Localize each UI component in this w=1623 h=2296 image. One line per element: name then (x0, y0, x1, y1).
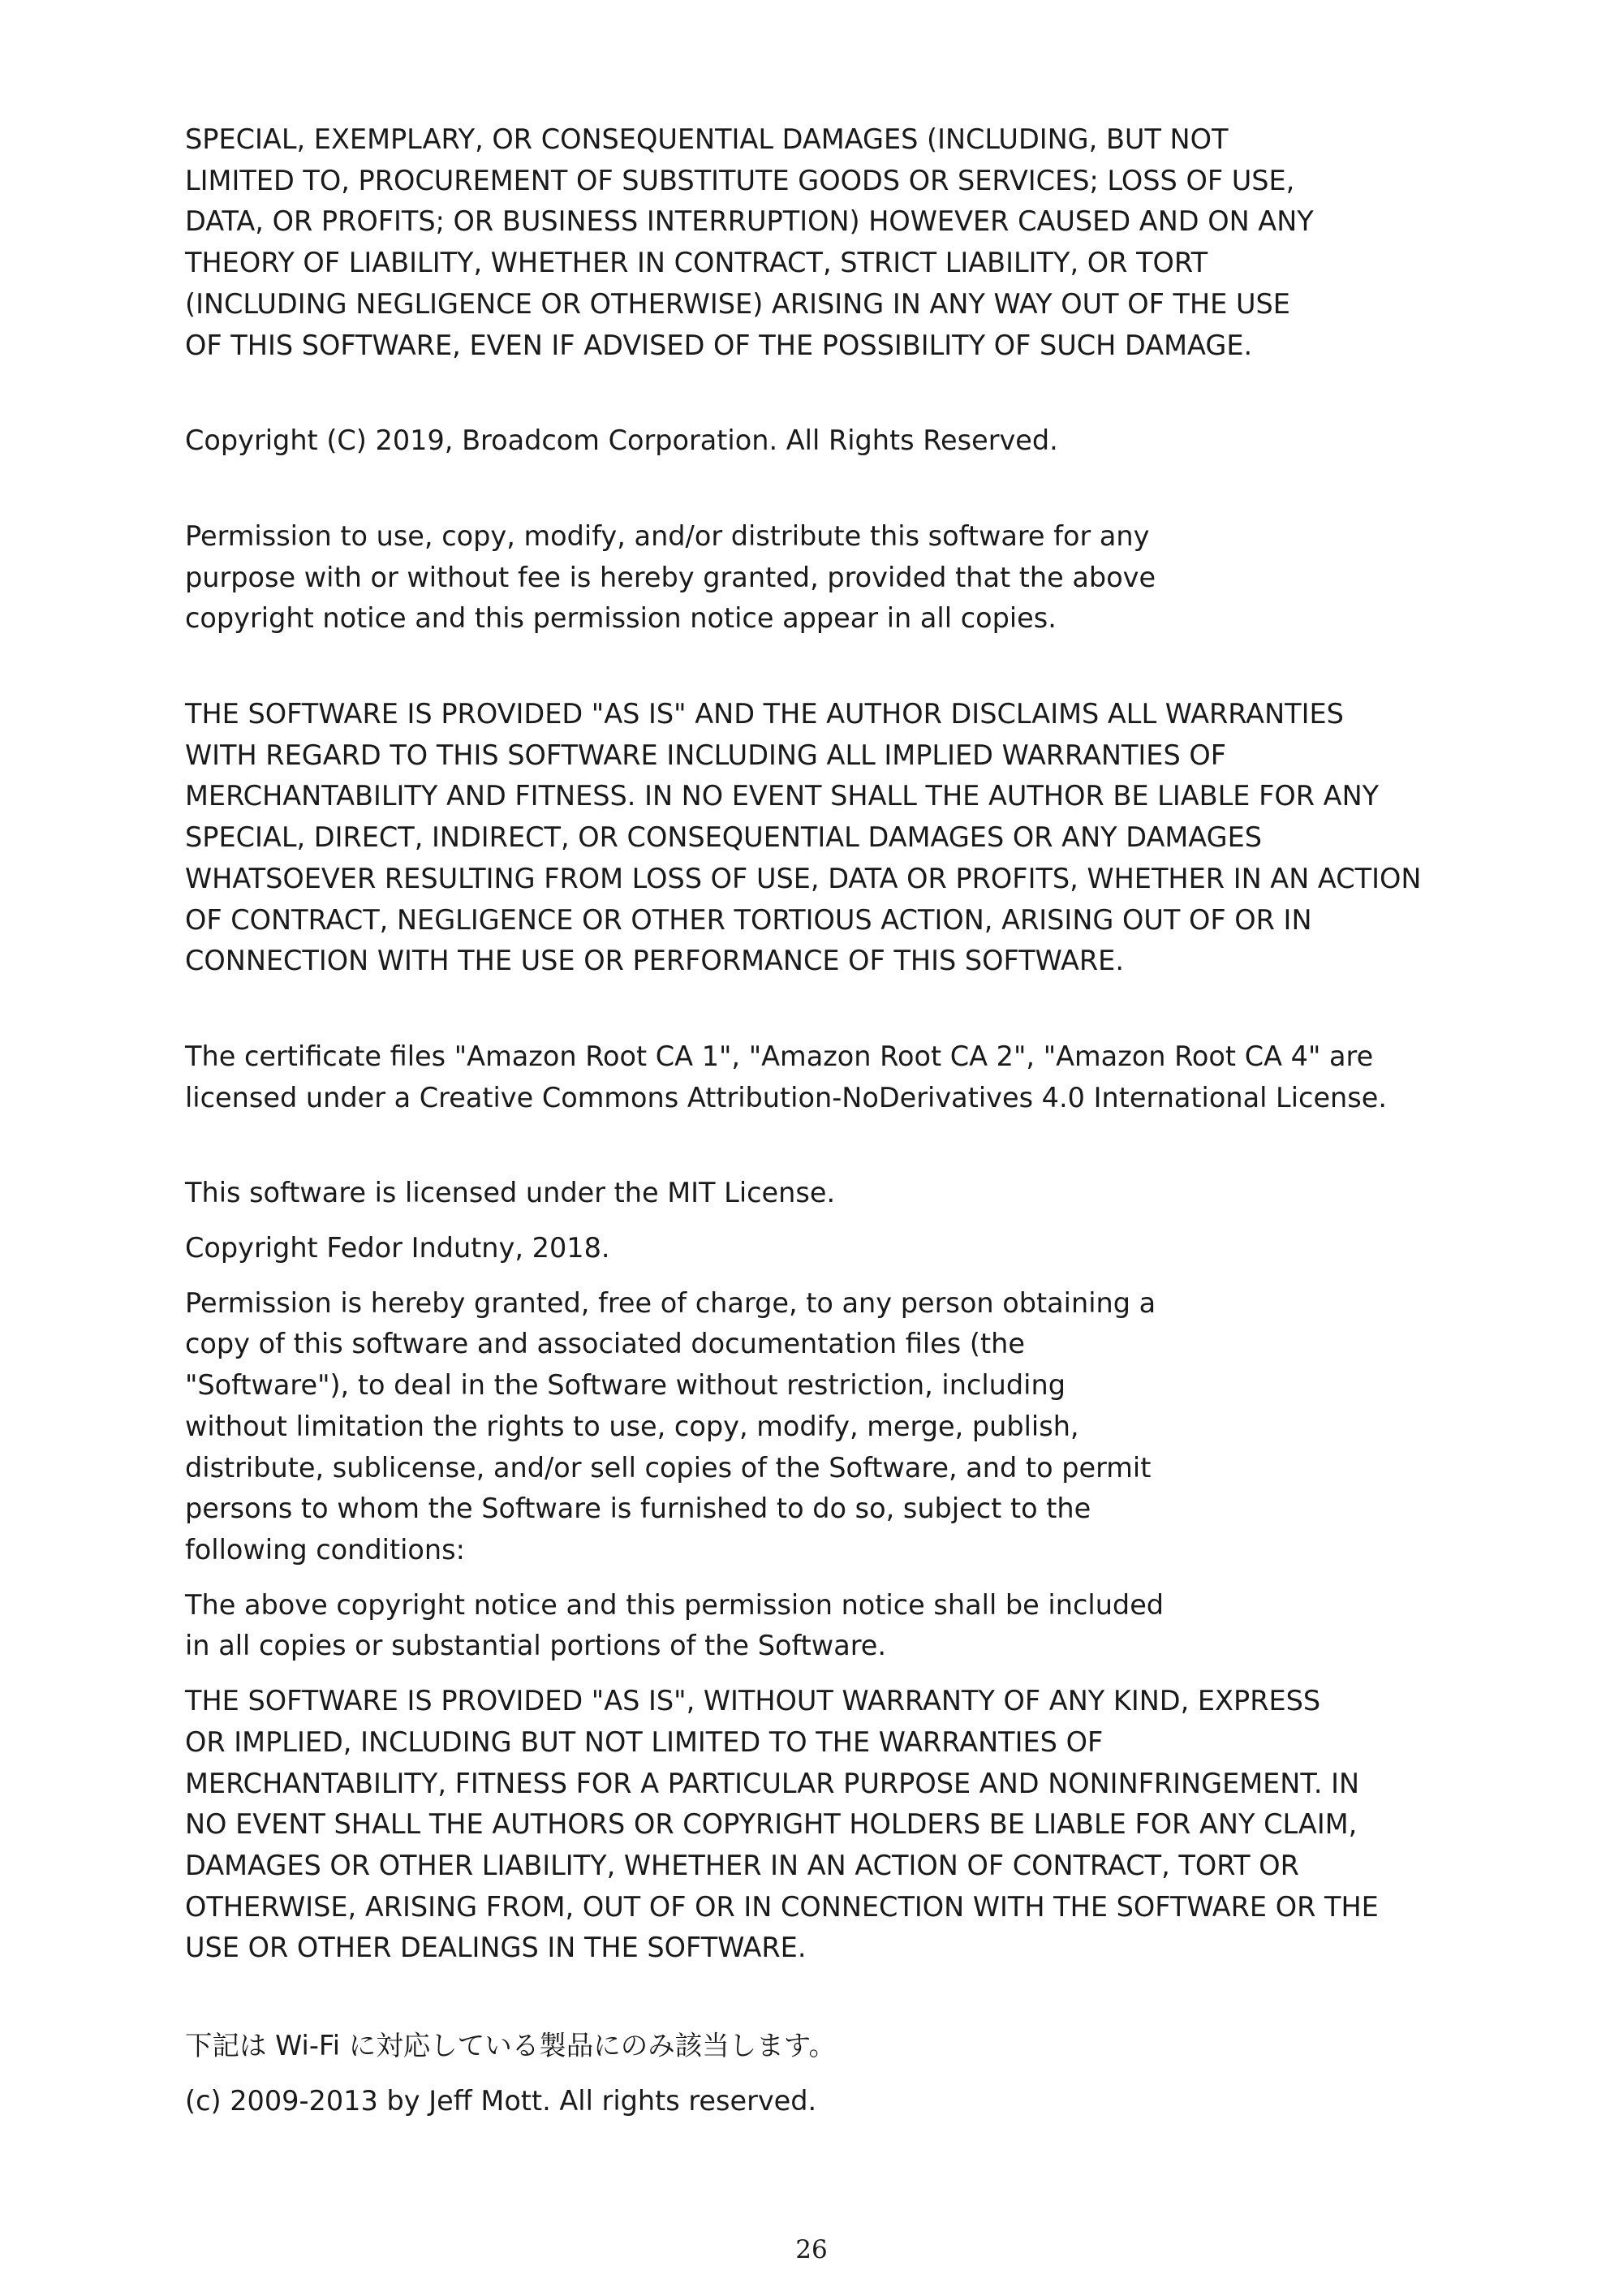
text-line: MERCHANTABILITY AND FITNESS. IN NO EVENT SHALL THE AUTHOR BE LIABLE FOR ANY (185, 780, 1380, 812)
spacer (185, 982, 1565, 1036)
paragraph-amazon-certificates (185, 1036, 1565, 1118)
paragraph-disclaimer-continued (185, 119, 1565, 366)
text-line: Copyright Fedor Indutny, 2018. (185, 1232, 610, 1264)
text-line: CONNECTION WITH THE USE OR PERFORMANCE OF THIS SOFTWARE. (185, 945, 1124, 977)
text-line: THEORY OF LIABILITY, WHETHER IN CONTRACT, STRICT LIABILITY, OR TORT (185, 247, 1208, 279)
paragraph-indutny-copyright (185, 1228, 1565, 1269)
text-line: WITH REGARD TO THIS SOFTWARE INCLUDING ALL IMPLIED WARRANTIES OF (185, 739, 1227, 771)
paragraph-mit-license (185, 1173, 1565, 1214)
text-line: USE OR OTHER DEALINGS IN THE SOFTWARE. (185, 1932, 807, 1964)
text-line: Copyright (C) 2019, Broadcom Corporation. All Rights Reserved. (185, 424, 1058, 457)
text-line: persons to whom the Software is furnished to do so, subject to the (185, 1493, 1091, 1525)
text-line: LIMITED TO, PROCUREMENT OF SUBSTITUTE GOODS OR SERVICES; LOSS OF USE, (185, 164, 1295, 196)
paragraph-broadcom-copyright (185, 420, 1565, 462)
text-line: DATA, OR PROFITS; OR BUSINESS INTERRUPTION) HOWEVER CAUSED AND ON ANY (185, 205, 1314, 238)
text-line: 下記は Wi-Fi に対応している製品にのみ該当します。 (185, 2030, 837, 2062)
text-line: The certificate files "Amazon Root CA 1", "Amazon Root CA 2", "Amazon Root CA 4" are (185, 1040, 1374, 1072)
text-line: distribute, sublicense, and/or sell copies of the Software, and to permit (185, 1451, 1152, 1484)
text-line: OTHERWISE, ARISING FROM, OUT OF OR IN CONNECTION WITH THE SOFTWARE OR THE (185, 1890, 1379, 1923)
text-line: THE SOFTWARE IS PROVIDED "AS IS", WITHOUT WARRANTY OF ANY KIND, EXPRESS (185, 1685, 1321, 1717)
text-line: NO EVENT SHALL THE AUTHORS OR COPYRIGHT HOLDERS BE LIABLE FOR ANY CLAIM, (185, 1808, 1358, 1841)
spacer (185, 1214, 1565, 1228)
text-line: DAMAGES OR OTHER LIABILITY, WHETHER IN AN ACTION OF CONTRACT, TORT OR (185, 1849, 1299, 1881)
text-line: "Software"), to deal in the Software without restriction, including (185, 1369, 1065, 1402)
spacer (185, 2067, 1565, 2081)
text-line: OR IMPLIED, INCLUDING BUT NOT LIMITED TO THE WARRANTIES OF (185, 1725, 1104, 1758)
text-line: copy of this software and associated documentation files (the (185, 1328, 1025, 1360)
text-line: without limitation the rights to use, copy, modify, merge, publish, (185, 1410, 1079, 1442)
page-number: 26 (795, 2235, 828, 2264)
text-line: in all copies or substantial portions of the Software. (185, 1630, 887, 1662)
text-line: MERCHANTABILITY, FITNESS FOR A PARTICULAR PURPOSE AND NONINFRINGEMENT. IN (185, 1767, 1360, 1799)
paragraph-broadcom-disclaimer (185, 694, 1565, 982)
text-line: Permission is hereby granted, free of charge, to any person obtaining a (185, 1286, 1156, 1319)
spacer (185, 1667, 1565, 1681)
spacer (185, 1269, 1565, 1283)
paragraph-wifi-note (185, 2026, 1565, 2067)
spacer (185, 1571, 1565, 1585)
text-line: SPECIAL, DIRECT, INDIRECT, OR CONSEQUENTIAL DAMAGES OR ANY DAMAGES (185, 821, 1263, 854)
text-line: purpose with or without fee is hereby granted, provided that the above (185, 561, 1156, 593)
paragraph-mit-disclaimer (185, 1681, 1565, 1969)
paragraph-mit-notice (185, 1585, 1565, 1667)
spacer (185, 366, 1565, 420)
text-line: Permission to use, copy, modify, and/or distribute this software for any (185, 519, 1150, 552)
spacer (185, 462, 1565, 516)
text-line: OF THIS SOFTWARE, EVEN IF ADVISED OF THE POSSIBILITY OF SUCH DAMAGE. (185, 329, 1253, 361)
text-line: This software is licensed under the MIT License. (185, 1177, 836, 1209)
text-line: SPECIAL, EXEMPLARY, OR CONSEQUENTIAL DAMAGES (INCLUDING, BUT NOT (185, 123, 1229, 155)
text-line: The above copyright notice and this permission notice shall be included (185, 1588, 1165, 1621)
paragraph-broadcom-permission (185, 516, 1565, 640)
text-line: following conditions: (185, 1533, 465, 1566)
text-line: (c) 2009-2013 by Jeff Mott. All rights reserved. (185, 2084, 817, 2117)
text-line: copyright notice and this permission notice appear in all copies. (185, 602, 1057, 635)
text-line: OF CONTRACT, NEGLIGENCE OR OTHER TORTIOUS ACTION, ARISING OUT OF OR IN (185, 903, 1312, 936)
text-line: (INCLUDING NEGLIGENCE OR OTHERWISE) ARISING IN ANY WAY OUT OF THE USE (185, 287, 1290, 320)
text-line: licensed under a Creative Commons Attribution-NoDerivatives 4.0 International License. (185, 1081, 1388, 1114)
text-line: THE SOFTWARE IS PROVIDED "AS IS" AND THE AUTHOR DISCLAIMS ALL WARRANTIES (185, 698, 1344, 730)
paragraph-mit-permission (185, 1283, 1565, 1571)
paragraph-mott-copyright (185, 2081, 1565, 2122)
spacer (185, 1969, 1565, 2026)
document-body (185, 119, 1565, 2122)
spacer (185, 1118, 1565, 1173)
text-line: WHATSOEVER RESULTING FROM LOSS OF USE, DATA OR PROFITS, WHETHER IN AN ACTION (185, 862, 1422, 894)
spacer (185, 640, 1565, 694)
